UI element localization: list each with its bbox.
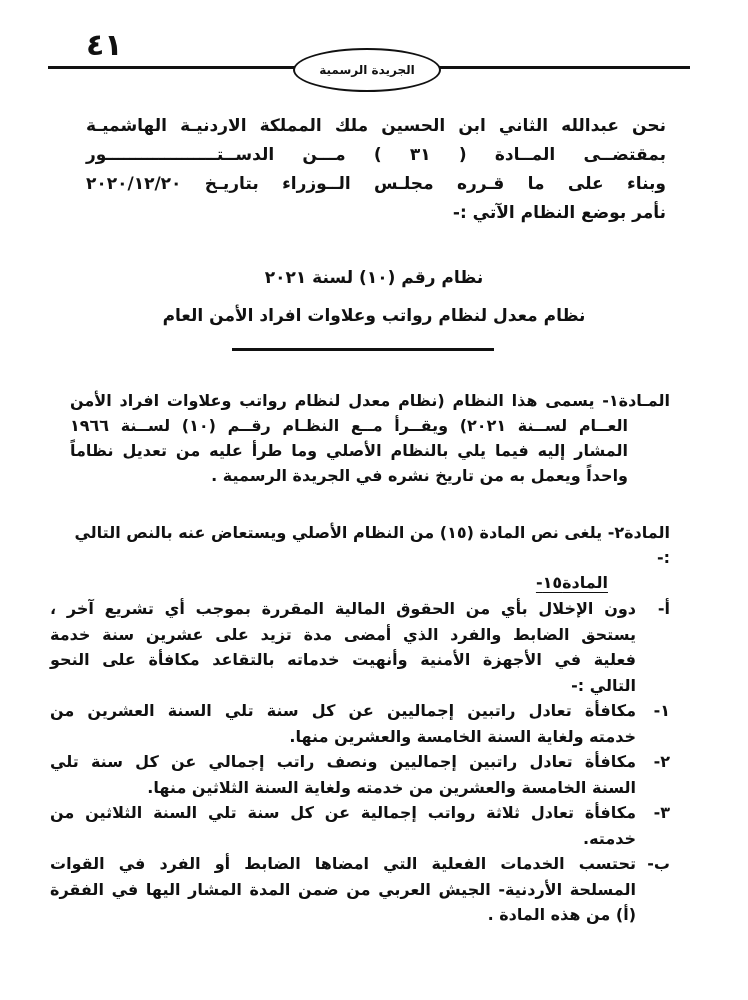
clause-line: خدمته. <box>583 828 636 848</box>
clause-b <box>50 851 670 928</box>
article-15-heading: المادة١٥- <box>535 573 608 592</box>
clause-1 <box>50 698 670 749</box>
clause-line: مكافأة تعادل ثلاثة رواتب إجمالية عن كل سنة تلي السنة الثلاثين من <box>50 803 636 822</box>
article-2-intro: المادة٢- يلغى نص المادة (١٥) من النظام الأصلي ويستعاض عنه بالنص التالي :- <box>74 523 670 567</box>
article-1-line: واحداً ويعمل به من تاريخ نشره في الجريدة الرسمية . <box>211 466 628 485</box>
clause-line: السنة الخامسة والعشرين من خدمته ولغاية السنة الثلاثين منها. <box>147 777 636 797</box>
clause-line: (أ) من هذه المادة . <box>487 905 636 924</box>
clause-mark: ١- <box>653 701 670 720</box>
clause-line: مكافأة تعادل راتبين إجماليين ونصف راتب إجمالي عن كل سنة تلي <box>50 752 636 771</box>
clause-mark: ٢- <box>653 752 670 771</box>
clause-line: يستحق الضابط والفرد الذي أمضى مدة تزيد على عشرين سنة خدمة <box>50 624 636 644</box>
preamble-line: نأمر بوضع النظام الآتي :- <box>452 203 666 223</box>
article-15-clauses <box>50 596 670 928</box>
preamble <box>86 112 666 228</box>
clause-mark: ب- <box>647 854 670 873</box>
clause-line: تحتسب الخدمات الفعلية التي امضاها الضابط أو الفرد في القوات <box>50 854 636 873</box>
clause-a <box>50 596 670 698</box>
article-2 <box>70 520 670 595</box>
clause-line: التالي :- <box>571 675 636 695</box>
preamble-line: وبناء على ما قـرره مجلـس الــوزراء بتاريـخ ٢٠٢٠/١٢/٢٠ <box>86 174 666 194</box>
regulation-title: نظام رقم (١٠) لسنة ٢٠٢١ <box>264 268 484 288</box>
clause-line: فعلية في الأجهزة الأمنية وأنهيت خدماته بالتقاعد مكافأة على النحو <box>50 650 636 669</box>
preamble-line: نحن عبدالله الثاني ابن الحسين ملك المملكة الاردنيـة الهاشميـة <box>86 116 666 136</box>
clause-line: المسلحة الأردنية- الجيش العربي من ضمن المدة المشار اليها في الفقرة <box>50 879 636 899</box>
title-underline <box>232 348 494 351</box>
clause-mark: أ- <box>657 599 670 618</box>
clause-line: دون الإخلال بأي من الحقوق المالية المقررة بموجب أي تشريع آخر ، <box>50 599 636 618</box>
clause-2 <box>50 749 670 800</box>
clause-line: خدمته ولغاية السنة الخامسة والعشرين منها. <box>289 726 636 746</box>
preamble-line: بمقتضــى المــادة ( ٣١ ) مـــن الدســتـــــــــــــــــــور <box>86 145 666 165</box>
clause-3 <box>50 800 670 851</box>
regulation-subtitle: نظام معدل لنظام رواتب وعلاوات افراد الأمن العام <box>162 306 586 326</box>
gazette-name-oval <box>293 48 441 92</box>
article-1 <box>70 388 670 488</box>
article-1-line: العــام لســنة ٢٠٢١) ويقــرأ مــع النظـام رقــم (١٠) لســنة ١٩٦٦ <box>70 416 629 435</box>
clause-mark: ٣- <box>653 803 670 822</box>
gazette-name: الجريدة الرسمية <box>319 63 415 77</box>
page-number: ٤١ <box>86 28 123 63</box>
clause-line: مكافأة تعادل راتبين إجماليين عن كل سنة تلي السنة العشرين من <box>50 701 636 720</box>
article-1-line: المـادة١- يسمى هذا النظام (نظام معدل لنظام رواتب وعلاوات افراد الأمن <box>70 391 670 410</box>
article-1-line: المشار إليه فيما يلي بالنظام الأصلي وما طرأ عليه من تعديل نظاماً <box>70 441 628 460</box>
